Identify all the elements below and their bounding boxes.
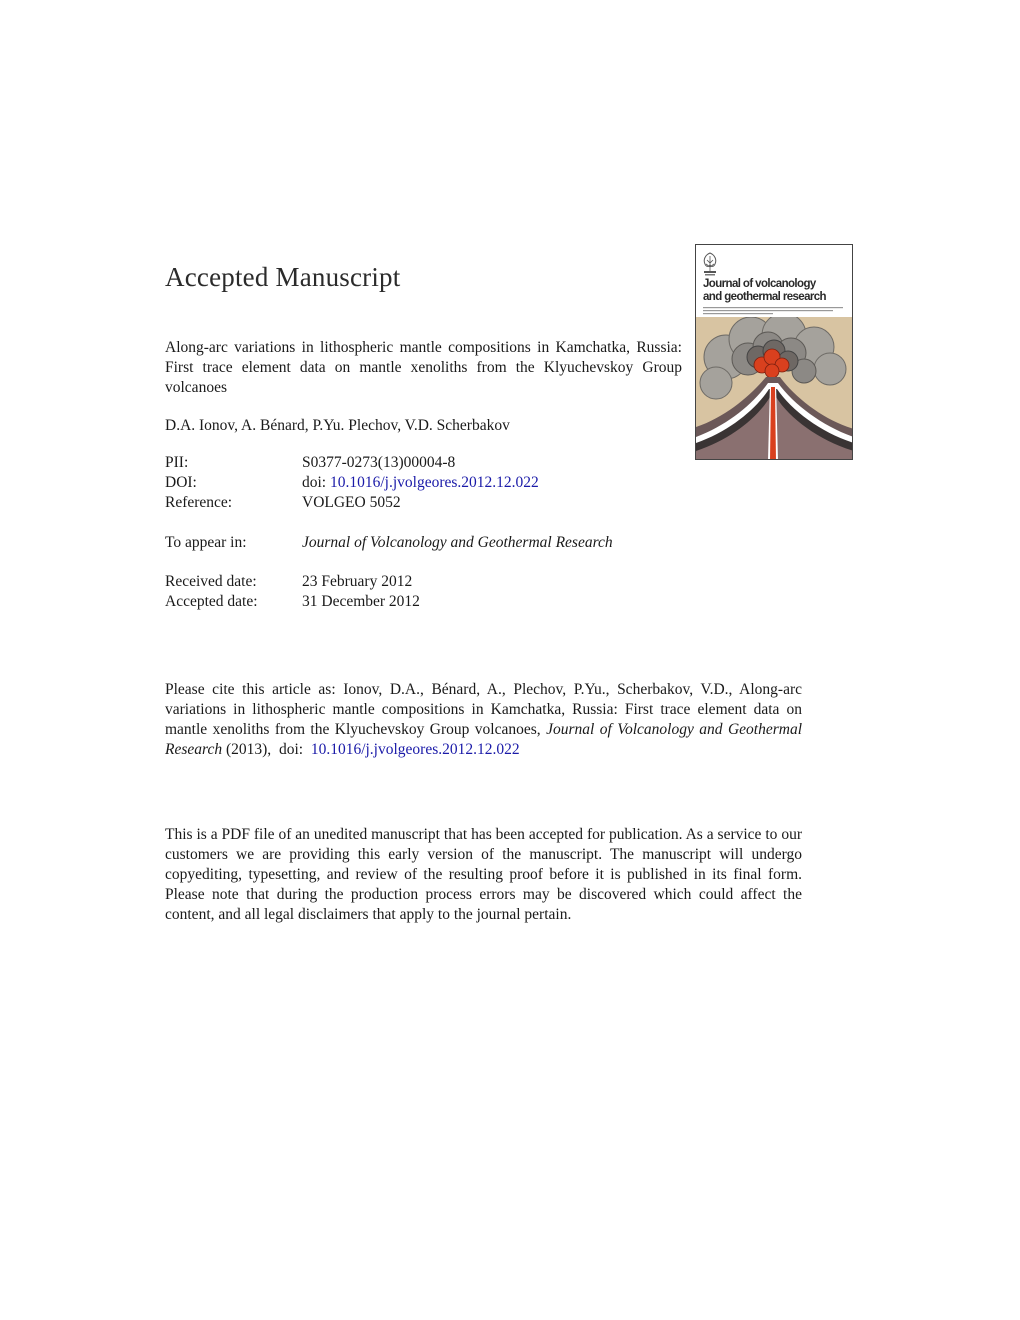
citation-doi-link[interactable]: 10.1016/j.jvolgeores.2012.12.022 <box>310 741 520 758</box>
citation-year: (2013), <box>225 741 272 758</box>
meta-doi-value <box>302 473 539 493</box>
meta-accepted-value: 31 December 2012 <box>302 593 420 610</box>
meta-received-value: 23 February 2012 <box>302 573 413 590</box>
meta-doi-link[interactable]: 10.1016/j.jvolgeores.2012.12.022 <box>330 474 539 491</box>
article-title: Along-arc variations in lithospheric mantle compositions in Kamchatka, Russia: First trace element data on mantle xenoliths from the Klyuchevskoy Group volcanoes <box>165 339 682 396</box>
meta-reference-label: Reference: <box>165 494 233 511</box>
citation-paragraph <box>165 680 802 760</box>
cover-journal-title-line1: Journal of volcanology <box>703 278 816 290</box>
page-heading: Accepted Manuscript <box>165 262 401 292</box>
cover-subtitle-fineprint <box>703 307 847 316</box>
volcano-illustration <box>696 317 853 460</box>
cover-journal-title-line2: and geothermal research <box>703 291 826 303</box>
meta-appear-value: Journal of Volcanology and Geothermal Research <box>302 534 613 551</box>
meta-received-label: Received date: <box>165 573 257 590</box>
meta-accepted-label: Accepted date: <box>165 593 258 610</box>
meta-doi-prefix: doi: <box>302 474 327 491</box>
citation-journal: Journal of Volcanology and Geothermal Research <box>165 721 802 758</box>
cover-journal-title <box>703 278 853 304</box>
meta-appear-label: To appear in: <box>165 534 247 551</box>
meta-reference-value: VOLGEO 5052 <box>302 494 401 511</box>
meta-pii-label: PII: <box>165 454 189 471</box>
meta-doi-label: DOI: <box>165 474 197 491</box>
cover-fineprint-lines <box>703 307 847 315</box>
citation-doi-prefix: doi: <box>278 741 304 758</box>
elsevier-tree-icon <box>701 251 719 277</box>
disclaimer-paragraph: This is a PDF file of an unedited manuscript that has been accepted for publication. As a service to our customers we are providing this early version of the manuscript. The manuscript will undergo copyediting, typesetting, and review of the resulting proof before it is published in its final form. Please note that during the production process errors may be discovered which could affect the content, and all legal disclaimers that apply to the journal pertain. <box>165 826 802 923</box>
journal-cover-image <box>695 244 853 460</box>
article-authors: D.A. Ionov, A. Bénard, P.Yu. Plechov, V.D. Scherbakov <box>165 417 510 434</box>
citation-lead: Please cite this article as: Ionov, D.A., Bénard, A., Plechov, P.Yu., Scherbakov, V.D., Along-arc variations in lithospheric mantle compositions in Kamchatka, Russia: First trace element data on mantle xenoliths from the Klyuchevskoy Group volcanoes, <box>165 681 802 738</box>
meta-pii-value: S0377-0273(13)00004-8 <box>302 454 456 471</box>
